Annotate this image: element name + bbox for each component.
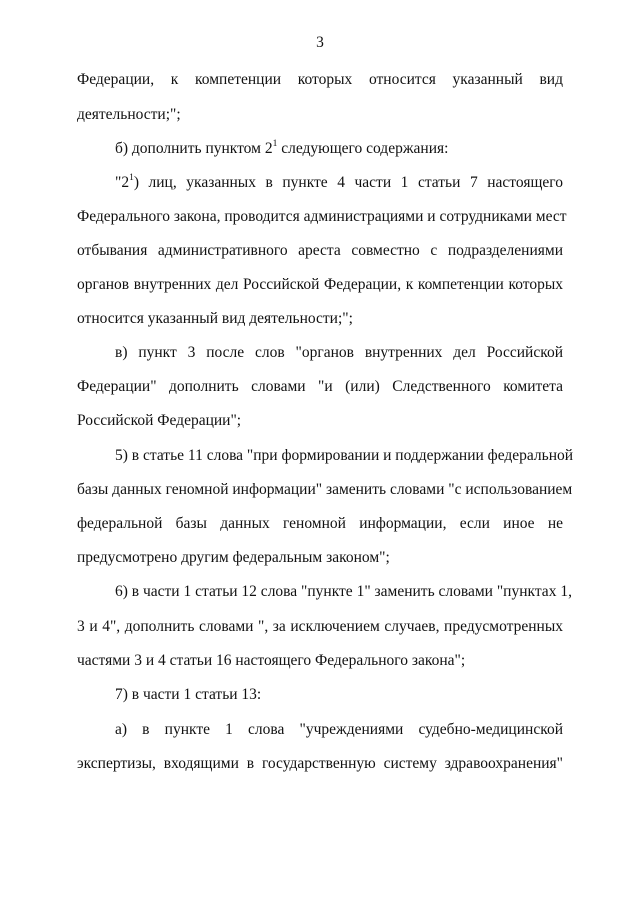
text-line: относится указанный вид деятельности;"; bbox=[77, 310, 353, 327]
text-line: 3 и 4", дополнить словами ", за исключением случаев, предусмотренных bbox=[77, 618, 563, 635]
text-line: отбывания административного ареста совместно с подразделениями bbox=[77, 242, 563, 259]
text-line: федеральной базы данных геномной информации, если иное не bbox=[77, 515, 563, 532]
superscript: 1 bbox=[129, 172, 134, 183]
text-line: предусмотрено другим федеральным законом"; bbox=[77, 549, 390, 566]
text-line: Федерации, к компетенции которых относится указанный вид bbox=[77, 71, 563, 88]
text-line: Федерального закона, проводится администрациями и сотрудниками мест bbox=[77, 208, 567, 225]
text-line: органов внутренних дел Российской Федерации, к компетенции которых bbox=[77, 276, 563, 293]
text-segment: следующего содержания: bbox=[281, 140, 449, 157]
text-segment bbox=[115, 174, 134, 192]
text-line: Федерации" дополнить словами "и (или) Следственного комитета bbox=[77, 378, 563, 395]
page-number: 3 bbox=[316, 34, 324, 51]
text-line: базы данных геномной информации" заменить словами "с использованием bbox=[77, 481, 573, 498]
text-line: 7) в части 1 статьи 13: bbox=[115, 686, 262, 703]
text-line: частями 3 и 4 статьи 16 настоящего Федерального закона"; bbox=[77, 652, 466, 669]
text-line: а) в пункте 1 слова "учреждениями судебно-медицинской bbox=[115, 721, 563, 738]
text-segment: б) дополнить пунктом 2 bbox=[115, 140, 273, 157]
text-line bbox=[115, 140, 563, 158]
text-line: 5) в статье 11 слова "при формировании и поддержании федеральной bbox=[115, 447, 574, 464]
text-segment: ) лиц, указанных в пункте 4 части 1 статьи 7 настоящего bbox=[133, 174, 563, 191]
text-line: 6) в части 1 статьи 12 слова "пункте 1" заменить словами "пунктах 1, bbox=[115, 583, 572, 600]
text-line: экспертизы, входящими в государственную систему здравоохранения" bbox=[77, 755, 563, 772]
superscript: 1 bbox=[272, 138, 278, 149]
text-segment: "2 bbox=[115, 174, 130, 191]
text-line: Российской Федерации"; bbox=[77, 412, 242, 429]
text-line: деятельности;"; bbox=[77, 106, 181, 123]
text-line bbox=[115, 174, 563, 192]
text-line: в) пункт 3 после слов "органов внутренних дел Российской bbox=[115, 344, 563, 361]
